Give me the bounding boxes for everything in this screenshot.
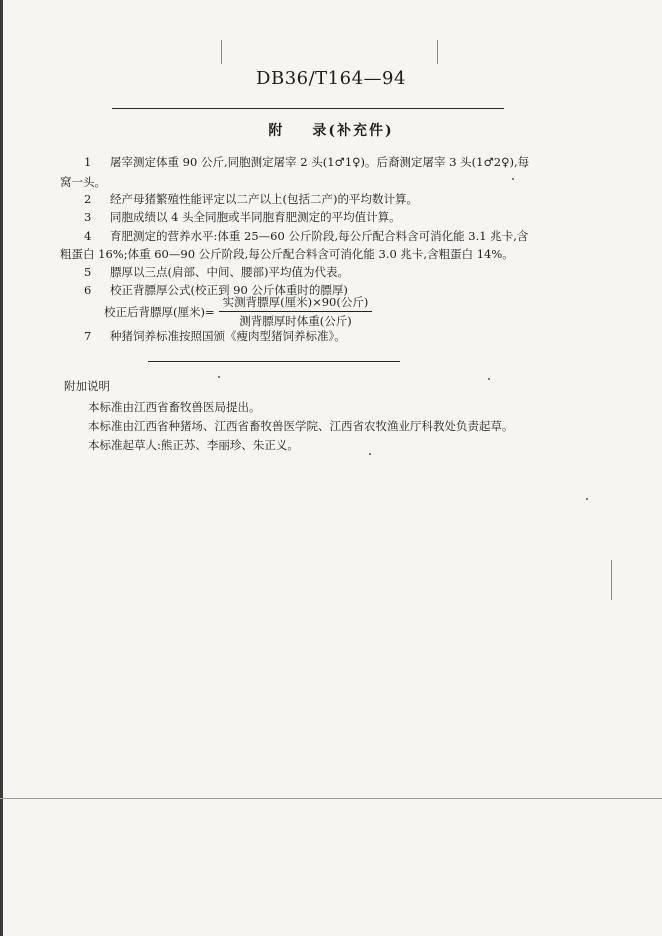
scan-edge-left [0,0,3,936]
item-text: 种猪饲养标准按照国颁《瘦肉型猪饲养标准》。 [110,329,346,343]
item-number: 7 [84,329,92,343]
scan-mark [611,560,612,600]
note-line-3: 本标准起草人:熊正苏、李丽珍、朱正义。 [88,438,299,452]
header-rule [112,108,504,109]
note-line-1: 本标准由江西省畜牧兽医局提出。 [88,400,261,414]
scan-mark [437,40,438,64]
item-text: 育肥测定的营养水平:体重 25—60 公斤阶段,每公斤配合料含可消化能 3.1 兆卡,含 [110,229,529,243]
formula-numerator: 实测背膘厚(厘米)×90(公斤) [219,294,373,312]
appendix-item-4-cont: 粗蛋白 16%;体重 60—90 公斤阶段,每公斤配合料含可消化能 3.0 兆卡,含粗蛋白 14%。 [60,247,514,261]
appendix-item-1 [84,151,584,173]
appendix-title-main: 附 [268,123,285,139]
item-text: 经产母猪繁殖性能评定以二产以上(包括二产)的平均数计算。 [110,192,418,206]
scan-speck [586,498,588,500]
formula-denominator: 测背膘厚时体重(公斤) [239,314,352,328]
note-line-2: 本标准由江西省种猪场、江西省畜牧兽医学院、江西省农牧渔业厅科教处负责起草。 [88,419,514,433]
item-number: 1 [84,155,92,169]
item-number: 4 [84,229,92,243]
standard-code: DB36/T164—94 [256,68,406,89]
scan-mark [221,40,222,64]
appendix-item-7 [84,325,584,347]
formula-fraction [219,294,373,329]
scan-speck [512,178,514,180]
notes-heading: 附加说明 [64,379,110,393]
item-text: 膘厚以三点(肩部、中间、腰部)平均值为代表。 [110,265,349,279]
item-number: 6 [84,283,92,297]
item-text: 同胞成绩以 4 头全同胞或半同胞育肥测定的平均值计算。 [110,210,401,224]
item-number: 2 [84,192,92,206]
appendix-title [0,120,662,140]
item-number: 5 [84,265,92,279]
item-text: 屠宰测定体重 90 公斤,同胞测定屠宰 2 头(1♂1♀)。后裔测定屠宰 3 头(1♂2♀),每 [110,155,530,169]
scan-speck [369,453,371,455]
formula-lhs: 校正后背膘厚(厘米)= [104,304,215,319]
item-number: 3 [84,210,92,224]
backfat-correction-formula [104,294,372,329]
scan-speck [218,376,220,378]
scan-edge-bottom [0,798,662,799]
appendix-item-1-cont: 窝一头。 [60,175,106,189]
item-text: 校正背膘厚公式(校正到 90 公斤体重时的膘厚) [110,283,348,297]
section-rule [148,361,400,362]
appendix-title-sub: 录(补充件) [312,123,394,139]
scan-speck [488,378,490,380]
